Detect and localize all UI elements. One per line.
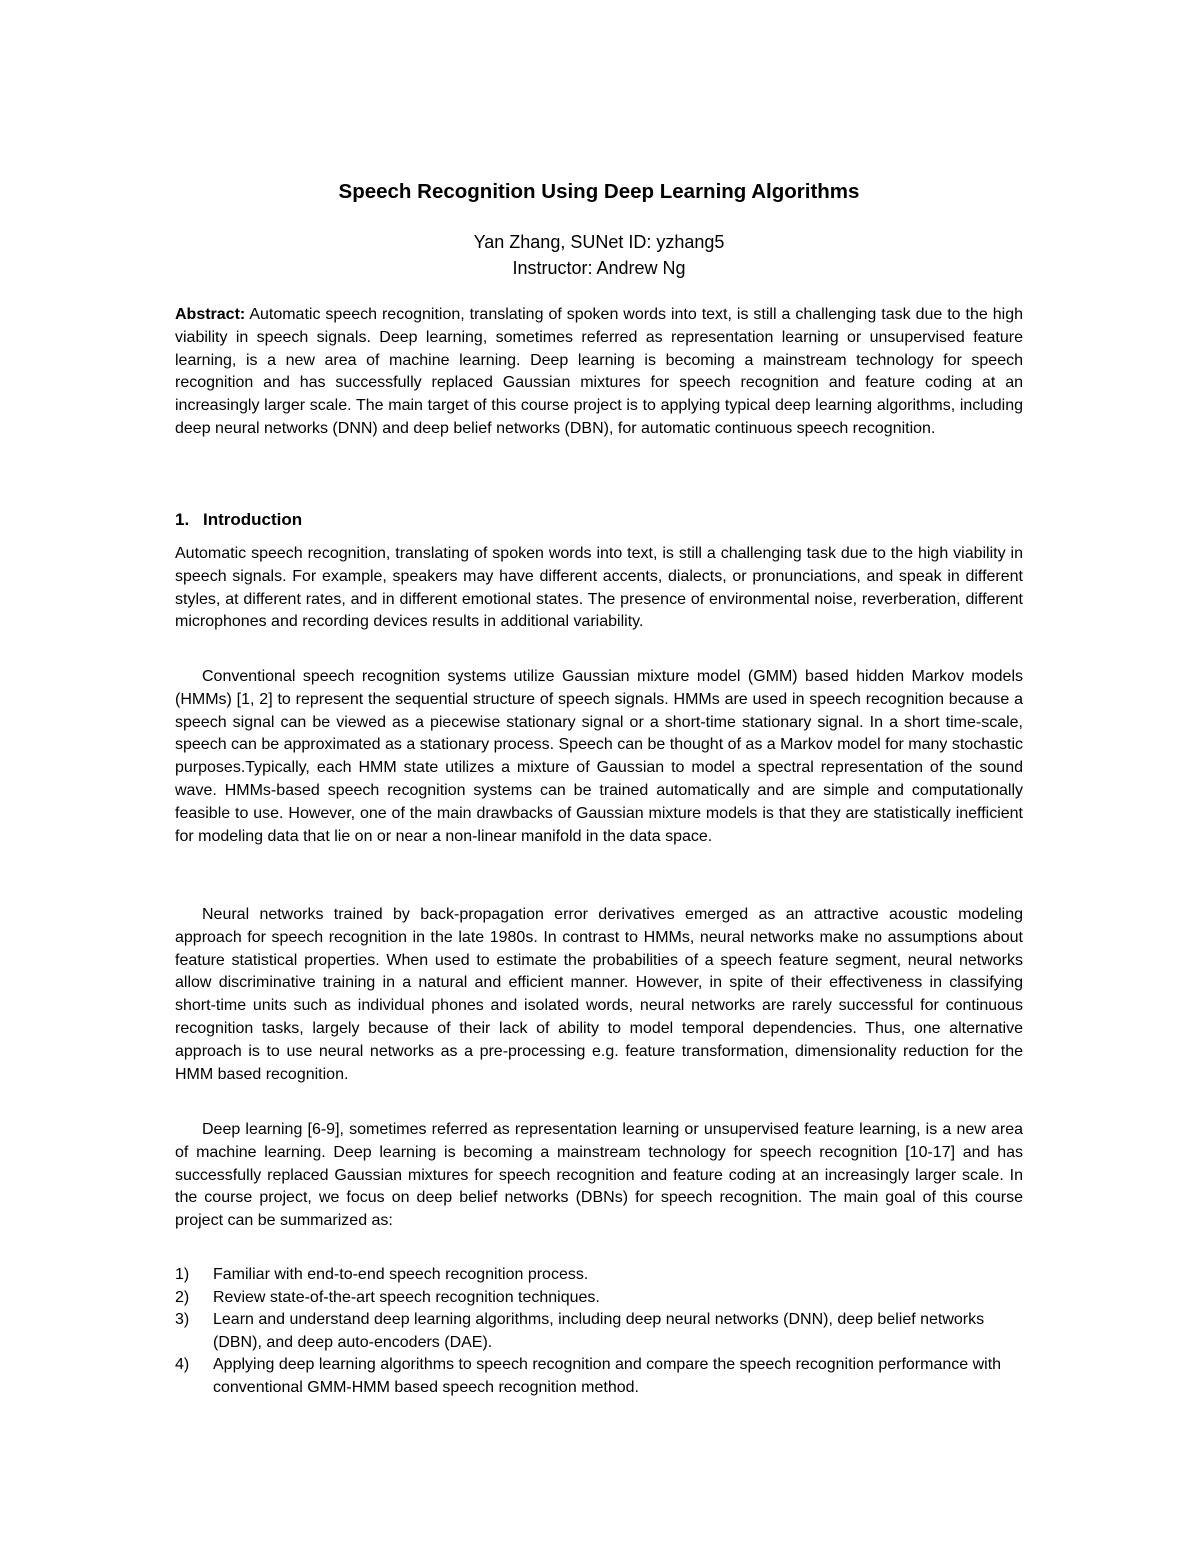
list-marker: 2) — [175, 1288, 190, 1306]
instructor-line: Instructor: Andrew Ng — [512, 258, 686, 278]
list-marker: 3) — [175, 1311, 190, 1328]
goals-list — [175, 1264, 1023, 1399]
section-title: Introduction — [203, 510, 303, 529]
abstract-text: Automatic speech recognition, translating of spoken words into text, is still a challenging task due to the high viability in speech signals. Deep learning, sometimes referred as representation learning or unsupervised feature learning, is a new area of machine learning. Deep learning is becoming a mainstream technology for speech recognition and has successfully replaced Gaussian mixtures for speech recognition and feature coding at an increasingly larger scale. The main target of this course project is to applying typical deep learning algorithms, including deep neural networks (DNN) and deep belief networks (DBN), for automatic continuous speech recognition. — [175, 306, 1023, 437]
intro-paragraph-3: Neural networks trained by back-propagation error derivatives emerged as an attractive acoustic modeling approach for speech recognition in the late 1980s. In contrast to HMMs, neural networks make no assumptions about feature statistical properties. When used to estimate the probabilities of a speech feature segment, neural networks allow discriminative training in a natural and efficient manner. However, in spite of their effectiveness in classifying short-time units such as individual phones and isolated words, neural networks are rarely successful for continuous recognition tasks, largely because of their lack of ability to model temporal dependencies. Thus, one alternative approach is to use neural networks as a pre-processing e.g. feature transformation, dimensionality reduction for the HMM based recognition. — [175, 906, 1023, 1083]
intro-paragraph-2: Conventional speech recognition systems utilize Gaussian mixture model (GMM) based hidden Markov models (HMMs) [1, 2] to represent the sequential structure of speech signals. HMMs are used in speech recognition because a speech signal can be viewed as a piecewise stationary signal or a short-time stationary signal. In a short time-scale, speech can be approximated as a stationary process. Speech can be thought of as a Markov model for many stochastic purposes.Typically, each HMM state utilizes a mixture of Gaussian to model a spectral representation of the sound wave. HMMs-based speech recognition systems can be trained automatically and are simple and computationally feasible to use. However, one of the main drawbacks of Gaussian mixture models is that they are statistically inefficient for modeling data that lie on or near a non-linear manifold in the data space. — [175, 668, 1023, 845]
list-item — [175, 1287, 1023, 1310]
list-marker: 1) — [175, 1266, 190, 1283]
section-number: 1. — [175, 510, 190, 529]
abstract-label: Abstract: — [175, 306, 246, 323]
list-marker: 4) — [175, 1356, 190, 1373]
intro-paragraph-1: Automatic speech recognition, translating of spoken words into text, is still a challenging task due to the high viability in speech signals. For example, speakers may have different accents, dialects, or pronunciations, and speak in different styles, at different rates, and in different emotional states. The presence of environmental noise, reverberation, different microphones and recording devices results in additional variability. — [175, 545, 1023, 631]
paper-title: Speech Recognition Using Deep Learning Algorithms — [338, 180, 860, 203]
list-item — [175, 1309, 1023, 1354]
list-item-text: Familiar with end-to-end speech recognition process. — [213, 1266, 589, 1283]
list-item-text: Learn and understand deep learning algorithms, including deep neural networks (DNN), deep belief networks (DBN), and deep auto-encoders (DAE). — [213, 1311, 985, 1351]
abstract — [175, 304, 1023, 441]
author-line: Yan Zhang, SUNet ID: yzhang5 — [473, 232, 725, 252]
list-item-text: Applying deep learning algorithms to speech recognition and compare the speech recognition performance with conventional GMM-HMM based speech recognition method. — [213, 1356, 1002, 1396]
list-item — [175, 1264, 1023, 1287]
list-item-text: Review state-of-the-art speech recognition techniques. — [213, 1288, 600, 1306]
list-item — [175, 1354, 1023, 1399]
intro-paragraph-4: Deep learning [6-9], sometimes referred as representation learning or unsupervised feature learning, is a new area of machine learning. Deep learning is becoming a mainstream technology for speech recognition [10-17] and has successfully replaced Gaussian mixtures for speech recognition and feature coding at an increasingly larger scale. In the course project, we focus on deep belief networks (DBNs) for speech recognition. The main goal of this course project can be summarized as: — [175, 1121, 1023, 1230]
section-heading-introduction — [175, 508, 302, 532]
